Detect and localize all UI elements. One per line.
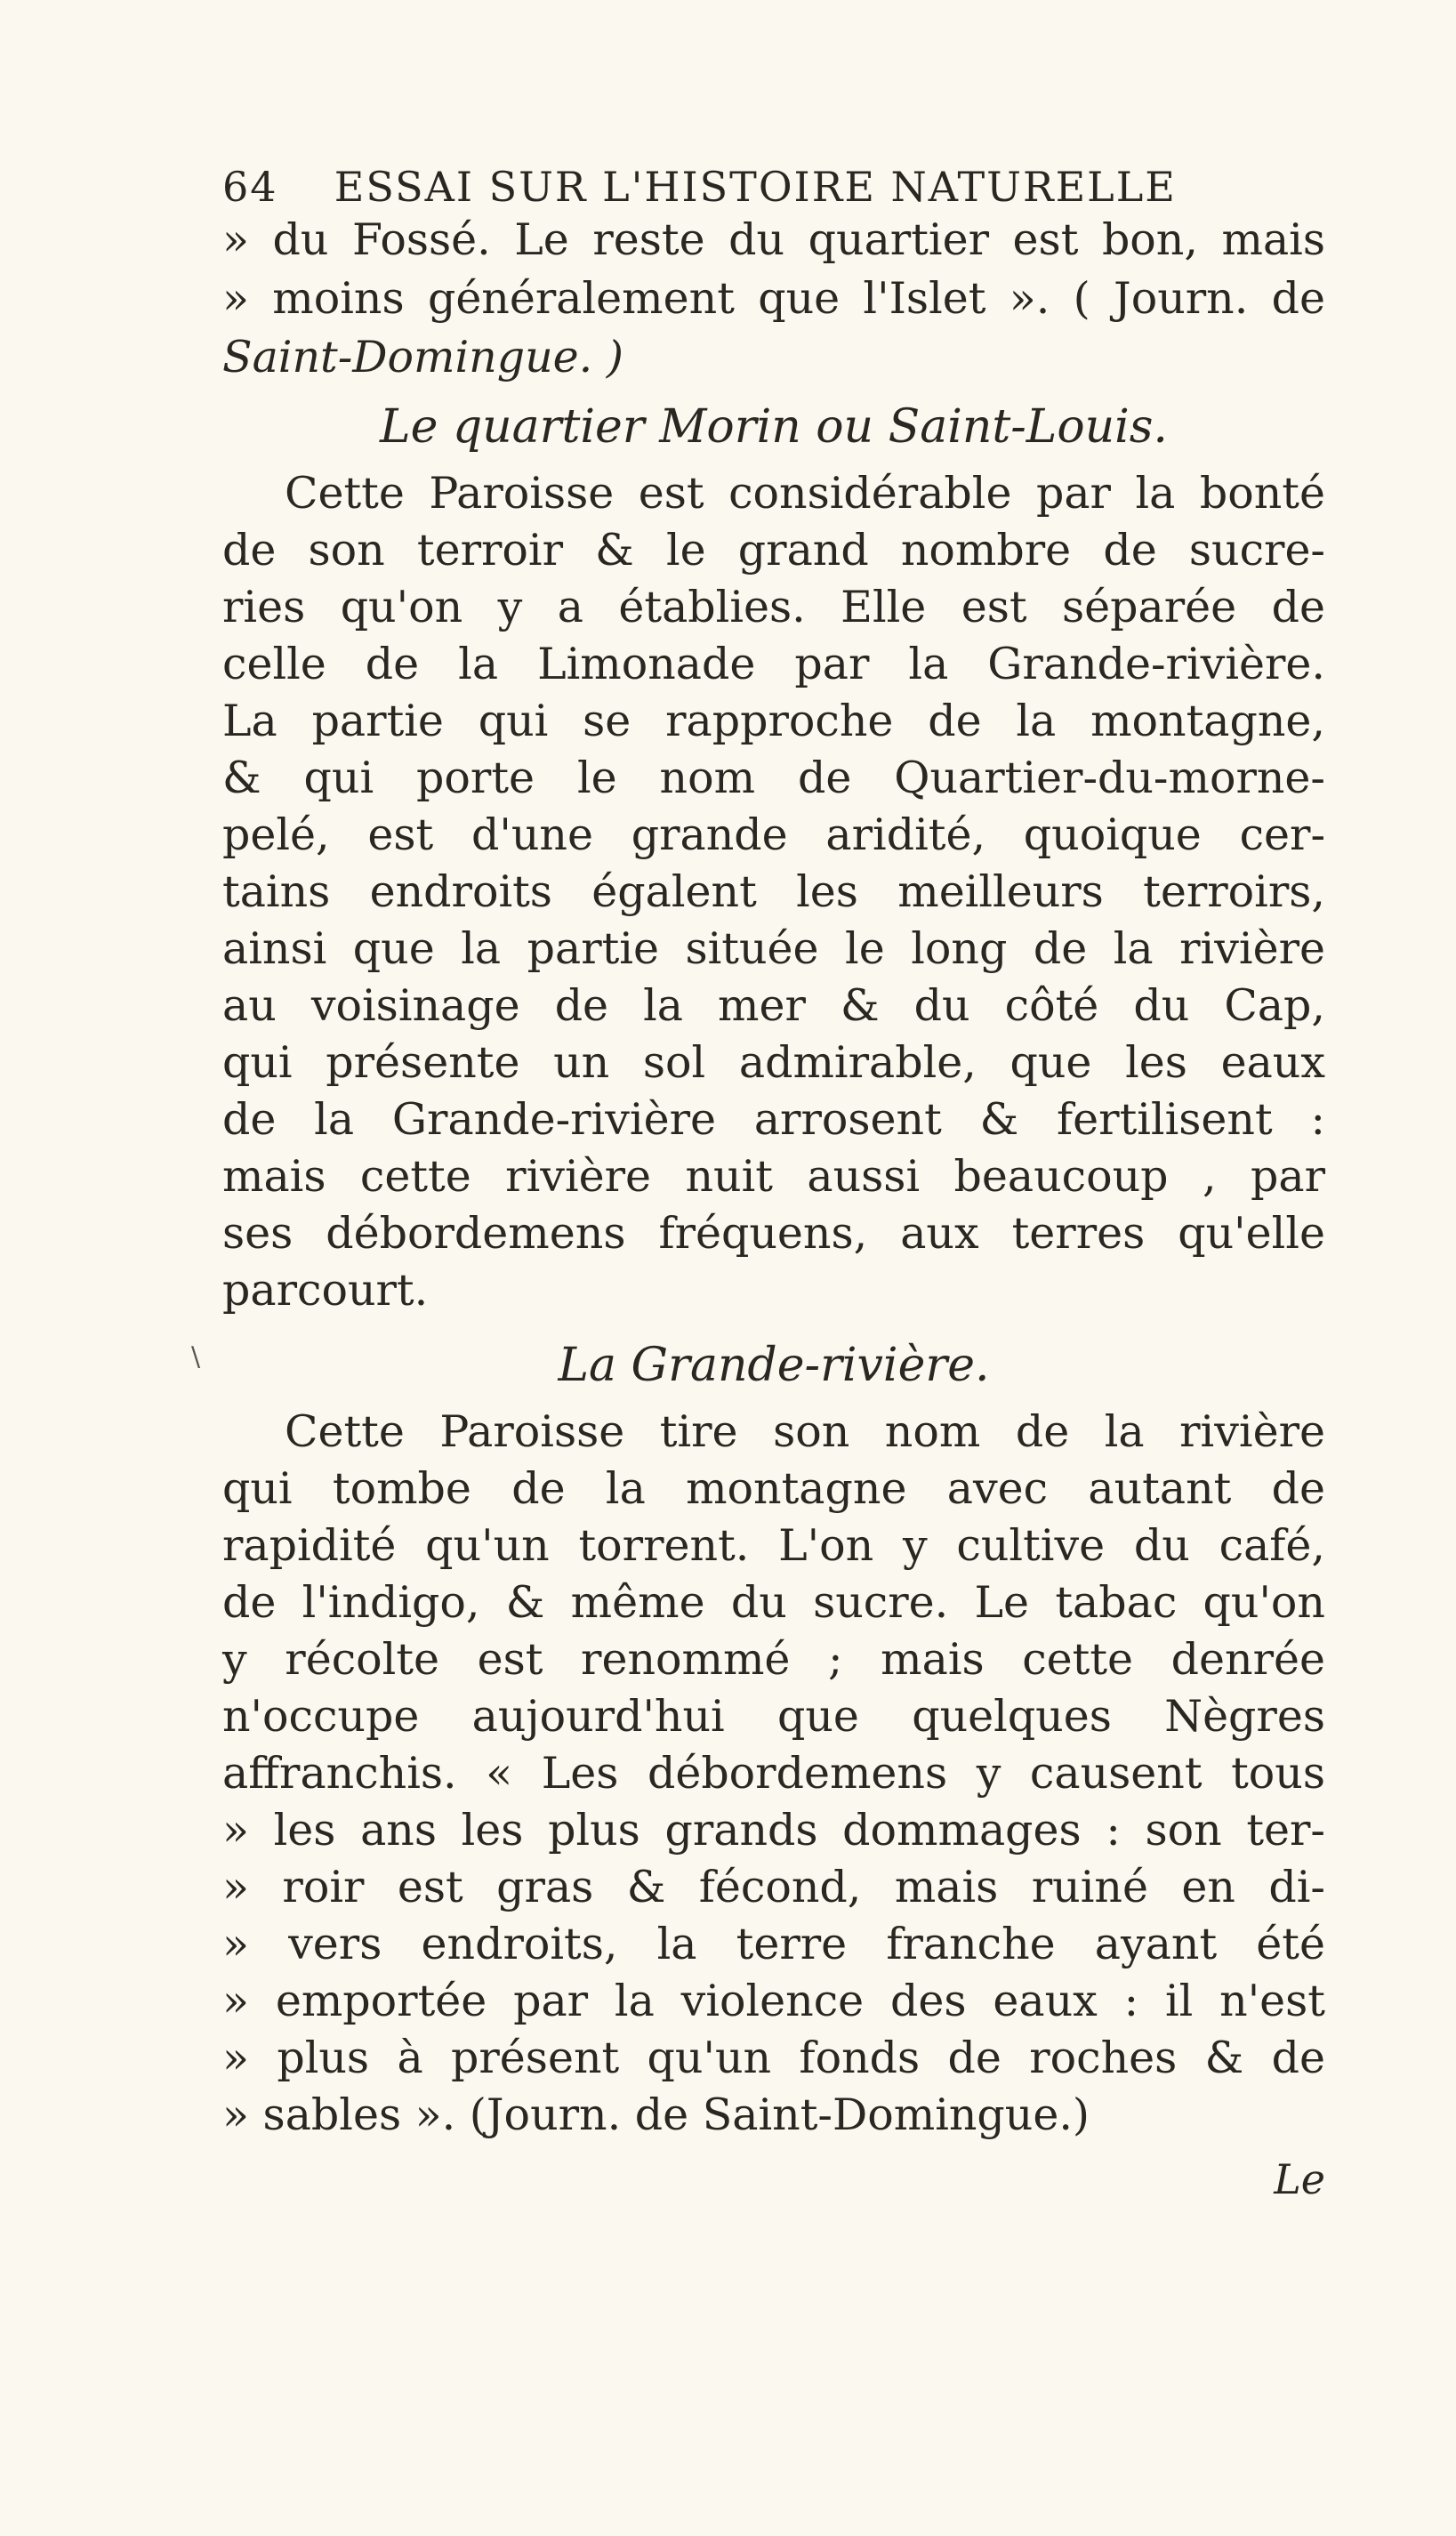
running-header <box>222 160 1325 213</box>
paragraph2-line-1: Cette Paroisse tire son nom de la rivière <box>285 1406 1325 1457</box>
paragraph2-line-7: affranchis. « Les débordemens y causent tous <box>222 1748 1325 1799</box>
paragraph2-line-5: y récolte est renommé ; mais cette denrée <box>222 1634 1325 1685</box>
paragraph2-line-10: » vers endroits, la terre franche ayant été <box>222 1919 1325 1969</box>
paragraph-line-15: parcourt. <box>222 1265 429 1316</box>
paragraph-line-13: mais cette rivière nuit aussi beaucoup , par <box>222 1151 1325 1202</box>
paragraph-line-10: au voisinage de la mer & du côté du Cap, <box>222 980 1325 1031</box>
running-title: ESSAI SUR L'HISTOIRE NATURELLE <box>334 163 1177 211</box>
paragraph-line-12: de la Grande-rivière arrosent & fertilisent : <box>222 1094 1325 1145</box>
paragraph2-line-11: » emportée par la violence des eaux : il n'est <box>222 1976 1325 2026</box>
text-line-3: Saint-Domingue. ) <box>222 332 623 382</box>
text-line-1: » du Fossé. Le reste du quartier est bon, mais <box>222 214 1325 265</box>
paragraph2-line-9: » roir est gras & fécond, mais ruiné en di- <box>222 1862 1325 1912</box>
paragraph-line-8: tains endroits égalent les meilleurs terroirs, <box>222 866 1325 917</box>
section-heading-morin: Le quartier Morin ou Saint-Louis. <box>380 400 1168 454</box>
paragraph2-line-4: de l'indigo, & même du sucre. Le tabac qu'on <box>222 1577 1325 1628</box>
paragraph-line-9: ainsi que la partie située le long de la rivière <box>222 923 1325 974</box>
paragraph2-line-6: n'occupe aujourd'hui que quelques Nègres <box>222 1691 1325 1742</box>
paragraph-line-4: celle de la Limonade par la Grande-rivière. <box>222 639 1325 689</box>
paragraph-line-2: de son terroir & le grand nombre de sucre- <box>222 525 1325 576</box>
paragraph2-line-13: » sables ». (Journ. de Saint-Domingue.) <box>222 2089 1090 2140</box>
section-heading-grande-riviere: La Grande-rivière. <box>558 1339 990 1392</box>
paragraph-line-1: Cette Paroisse est considérable par la bonté <box>285 468 1325 519</box>
catchword: Le <box>1274 2155 1325 2203</box>
paragraph-line-5: La partie qui se rapproche de la montagne, <box>222 696 1325 746</box>
paragraph2-line-12: » plus à présent qu'un fonds de roches & de <box>222 2033 1325 2083</box>
paragraph-line-3: ries qu'on y a établies. Elle est séparée de <box>222 582 1325 632</box>
paragraph-line-14: ses débordemens fréquens, aux terres qu'elle <box>222 1208 1325 1259</box>
paragraph2-line-8: » les ans les plus grands dommages : son ter- <box>222 1805 1325 1856</box>
text-line-2: » moins généralement que l'Islet ». ( Journ. de <box>222 273 1325 324</box>
page-number: 64 <box>222 163 278 211</box>
paragraph-line-7: pelé, est d'une grande aridité, quoique cer- <box>222 809 1325 860</box>
paragraph-line-11: qui présente un sol admirable, que les eaux <box>222 1037 1325 1088</box>
paragraph2-line-3: rapidité qu'un torrent. L'on y cultive du café, <box>222 1520 1325 1571</box>
paragraph-line-6: & qui porte le nom de Quartier-du-morne- <box>222 753 1325 803</box>
stray-mark: \ <box>191 1341 201 1373</box>
paragraph2-line-2: qui tombe de la montagne avec autant de <box>222 1463 1325 1514</box>
